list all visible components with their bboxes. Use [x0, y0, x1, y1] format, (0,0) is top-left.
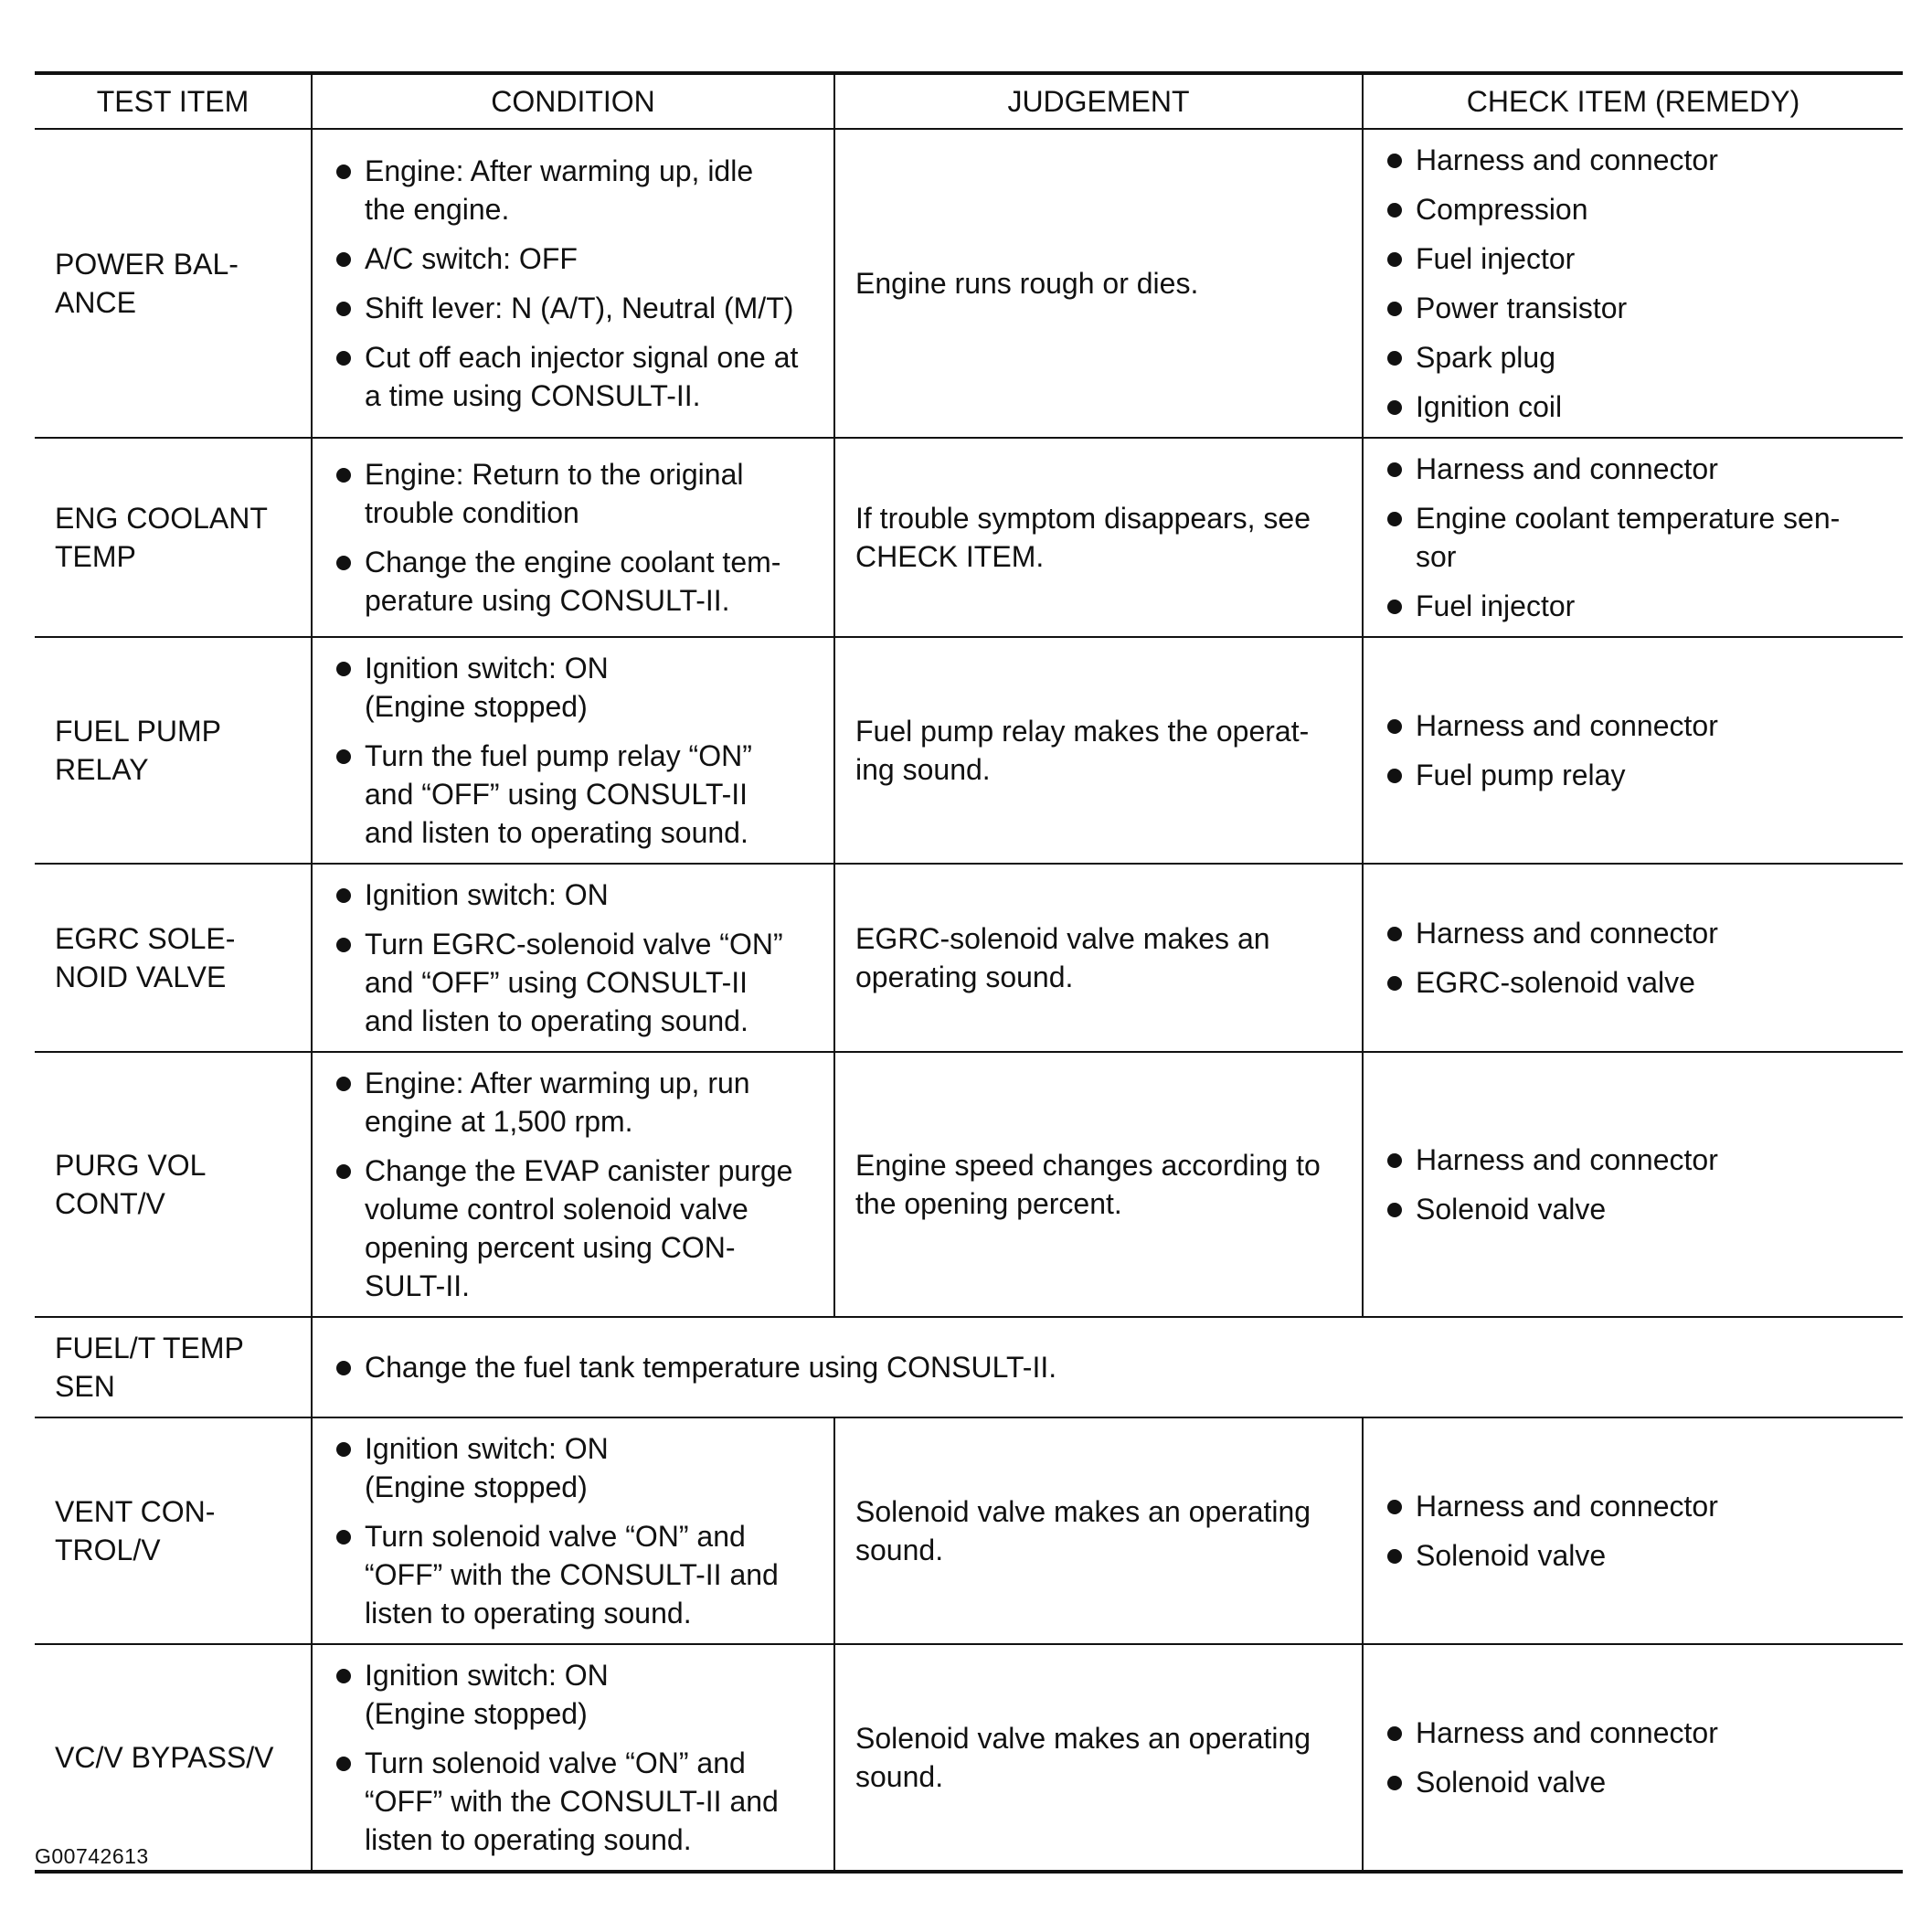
- check-item: Compression: [1384, 190, 1892, 228]
- condition-list: [333, 1064, 823, 1305]
- condition-cell: [312, 129, 834, 438]
- condition-item: Change the EVAP canister purge volume control solenoid valve opening percent using CON- SULT-II.: [333, 1152, 823, 1305]
- check-item-list: [1384, 914, 1892, 1002]
- condition-list: [333, 152, 823, 415]
- figure-id: G00742613: [35, 1844, 149, 1868]
- header-check-item: CHECK ITEM (REMEDY): [1363, 73, 1903, 129]
- check-item: Solenoid valve: [1384, 1763, 1892, 1801]
- condition-cell: [312, 1644, 834, 1872]
- condition-item: Turn EGRC-solenoid valve “ON” and “OFF” using CONSULT-II and listen to operating sound.: [333, 925, 823, 1040]
- condition-list: [333, 1348, 1892, 1386]
- check-item-list: [1384, 141, 1892, 426]
- check-item-cell: [1363, 1052, 1903, 1317]
- test-item-cell: FUEL/T TEMP SEN: [35, 1317, 312, 1417]
- header-test-item: TEST ITEM: [35, 73, 312, 129]
- condition-list: [333, 1656, 823, 1859]
- condition-item: A/C switch: OFF: [333, 239, 823, 278]
- check-item-list: [1384, 706, 1892, 794]
- condition-cell: [312, 1317, 1903, 1417]
- condition-item: Engine: After warming up, idle the engine.: [333, 152, 823, 228]
- check-item: Harness and connector: [1384, 1714, 1892, 1752]
- check-item-cell: [1363, 129, 1903, 438]
- table-row: [35, 1644, 1903, 1872]
- table-row: [35, 438, 1903, 637]
- check-item: Fuel pump relay: [1384, 756, 1892, 794]
- condition-item: Engine: Return to the original trouble condition: [333, 455, 823, 532]
- test-item-cell: ENG COOLANT TEMP: [35, 438, 312, 637]
- check-item-cell: [1363, 1417, 1903, 1644]
- judgement-cell: EGRC-solenoid valve makes an operating sound.: [834, 864, 1363, 1052]
- condition-cell: [312, 864, 834, 1052]
- condition-item: Turn the fuel pump relay “ON” and “OFF” using CONSULT-II and listen to operating sound.: [333, 737, 823, 852]
- table-row: [35, 1317, 1903, 1417]
- test-item-cell: EGRC SOLE- NOID VALVE: [35, 864, 312, 1052]
- check-item: Harness and connector: [1384, 1141, 1892, 1179]
- check-item: Harness and connector: [1384, 1487, 1892, 1525]
- condition-item: Change the engine coolant tem- perature using CONSULT-II.: [333, 543, 823, 620]
- header-condition: CONDITION: [312, 73, 834, 129]
- condition-item: Turn solenoid valve “ON” and “OFF” with the CONSULT-II and listen to operating sound.: [333, 1744, 823, 1859]
- check-item: Solenoid valve: [1384, 1536, 1892, 1575]
- check-item: EGRC-solenoid valve: [1384, 963, 1892, 1002]
- table-row: [35, 1417, 1903, 1644]
- condition-cell: [312, 1052, 834, 1317]
- check-item: Engine coolant temperature sen- sor: [1384, 499, 1892, 576]
- check-item-cell: [1363, 438, 1903, 637]
- header-row: [35, 73, 1903, 129]
- check-item: Power transistor: [1384, 289, 1892, 327]
- condition-item: Change the fuel tank temperature using CONSULT-II.: [333, 1348, 1892, 1386]
- table-row: [35, 1052, 1903, 1317]
- test-item-cell: PURG VOL CONT/V: [35, 1052, 312, 1317]
- check-item: Solenoid valve: [1384, 1190, 1892, 1228]
- check-item-list: [1384, 450, 1892, 625]
- table-body: [35, 129, 1903, 1872]
- condition-list: [333, 649, 823, 852]
- table-row: [35, 637, 1903, 864]
- check-item: Harness and connector: [1384, 706, 1892, 745]
- check-item-list: [1384, 1714, 1892, 1801]
- check-item: Harness and connector: [1384, 450, 1892, 488]
- header-judgement: JUDGEMENT: [834, 73, 1363, 129]
- test-item-cell: FUEL PUMP RELAY: [35, 637, 312, 864]
- table-row: [35, 864, 1903, 1052]
- judgement-cell: Engine runs rough or dies.: [834, 129, 1363, 438]
- check-item-cell: [1363, 637, 1903, 864]
- check-item: Ignition coil: [1384, 387, 1892, 426]
- condition-item: Ignition switch: ON (Engine stopped): [333, 649, 823, 726]
- condition-cell: [312, 1417, 834, 1644]
- check-item-cell: [1363, 864, 1903, 1052]
- condition-list: [333, 1429, 823, 1632]
- check-item: Harness and connector: [1384, 141, 1892, 179]
- check-item: Harness and connector: [1384, 914, 1892, 952]
- condition-item: Ignition switch: ON (Engine stopped): [333, 1656, 823, 1733]
- table-row: [35, 129, 1903, 438]
- check-item: Fuel injector: [1384, 239, 1892, 278]
- judgement-cell: If trouble symptom disappears, see CHECK ITEM.: [834, 438, 1363, 637]
- condition-item: Engine: After warming up, run engine at 1,500 rpm.: [333, 1064, 823, 1141]
- condition-item: Cut off each injector signal one at a time using CONSULT-II.: [333, 338, 823, 415]
- check-item-cell: [1363, 1644, 1903, 1872]
- judgement-cell: Fuel pump relay makes the operat- ing sound.: [834, 637, 1363, 864]
- check-item: Fuel injector: [1384, 587, 1892, 625]
- check-item: Spark plug: [1384, 338, 1892, 377]
- test-item-cell: VC/V BYPASS/V: [35, 1644, 312, 1872]
- judgement-cell: Solenoid valve makes an operating sound.: [834, 1417, 1363, 1644]
- condition-item: Turn solenoid valve “ON” and “OFF” with the CONSULT-II and listen to operating sound.: [333, 1517, 823, 1632]
- judgement-cell: Engine speed changes according to the opening percent.: [834, 1052, 1363, 1317]
- condition-item: Ignition switch: ON: [333, 876, 823, 914]
- check-item-list: [1384, 1487, 1892, 1575]
- condition-item: Shift lever: N (A/T), Neutral (M/T): [333, 289, 823, 327]
- condition-list: [333, 876, 823, 1040]
- judgement-cell: Solenoid valve makes an operating sound.: [834, 1644, 1363, 1872]
- check-item-list: [1384, 1141, 1892, 1228]
- condition-item: Ignition switch: ON (Engine stopped): [333, 1429, 823, 1506]
- condition-cell: [312, 438, 834, 637]
- condition-list: [333, 455, 823, 620]
- condition-cell: [312, 637, 834, 864]
- test-item-cell: VENT CON- TROL/V: [35, 1417, 312, 1644]
- test-item-table: [35, 71, 1903, 1874]
- test-item-cell: POWER BAL- ANCE: [55, 248, 239, 319]
